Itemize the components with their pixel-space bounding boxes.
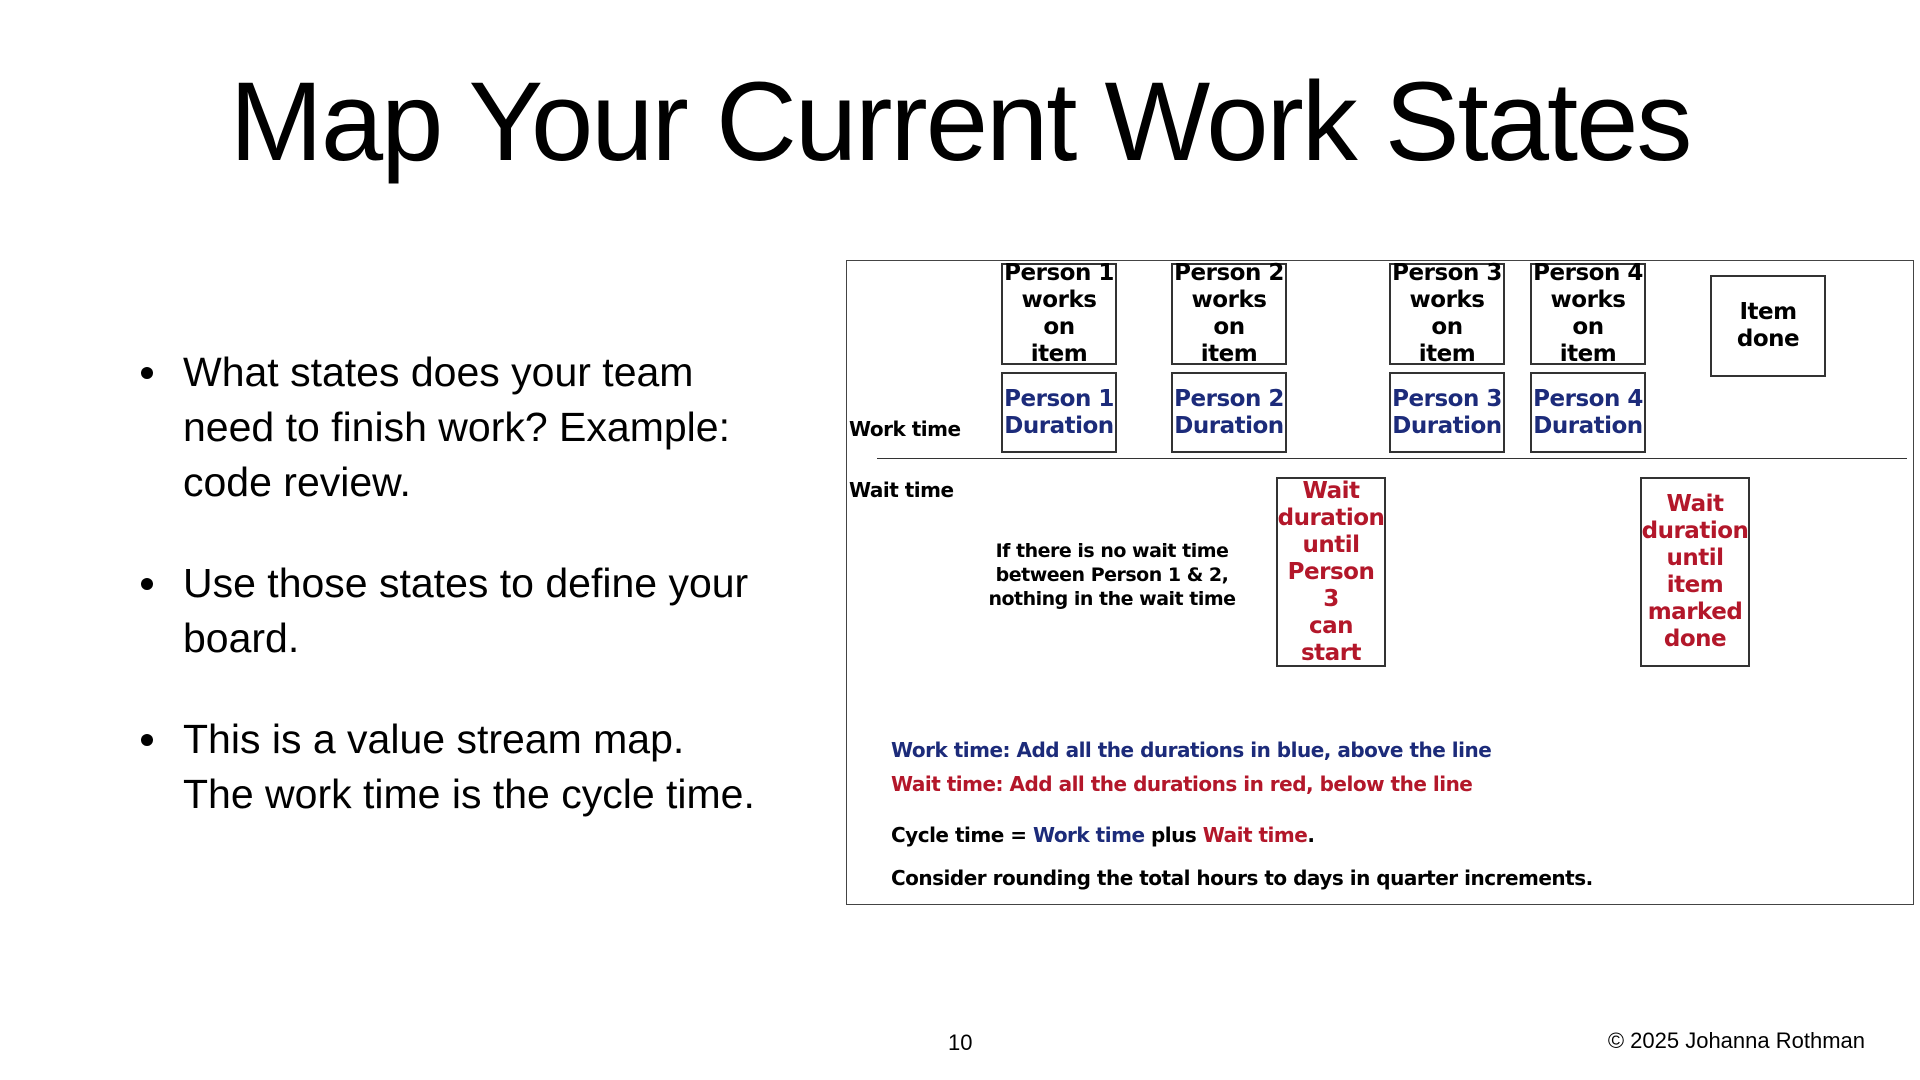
cycle-suffix: . <box>1307 823 1315 847</box>
wait-box-person-3: Wait duration until Person 3 can start <box>1277 477 1385 666</box>
bullet-text: This is a value stream map. The work time is the cycle time. <box>183 716 755 817</box>
person-1-duration-box: Person 1 Duration <box>1001 372 1117 453</box>
wait-time-label: Wait time <box>849 478 954 502</box>
slide-title: Map Your Current Work States <box>229 59 1691 184</box>
wait-time-instruction: Wait time: Add all the durations in red, below the line <box>891 772 1473 796</box>
work-time-label: Work time <box>849 417 961 441</box>
bullet-dot-icon <box>141 578 153 590</box>
bullet-text: What states does your team need to finish work? Example: code review. <box>183 349 730 505</box>
cycle-plus: plus <box>1144 823 1203 847</box>
bullet-dot-icon <box>141 734 153 746</box>
value-stream-diagram <box>846 260 1914 905</box>
person-4-box: Person 4 works on item <box>1530 263 1646 365</box>
cycle-work-term: Work time <box>1032 823 1145 847</box>
rounding-note: Consider rounding the total hours to days in quarter increments. <box>891 866 1593 890</box>
wait-box-item-done: Wait duration until item marked done <box>1640 477 1750 667</box>
divider-line <box>877 458 1907 459</box>
person-4-duration-box: Person 4 Duration <box>1530 372 1646 453</box>
bullet-text: Use those states to define your board. <box>183 560 749 661</box>
bullet-item <box>135 556 755 666</box>
bullet-item <box>135 345 755 510</box>
person-3-box: Person 3 works on item <box>1389 263 1505 365</box>
cycle-time-formula <box>891 823 1314 847</box>
person-2-duration-box: Person 2 Duration <box>1171 372 1287 453</box>
person-3-duration-box: Person 3 Duration <box>1389 372 1505 453</box>
no-wait-note: If there is no wait time between Person 1 & 2, nothing in the wait time <box>988 540 1236 610</box>
page-number: 10 <box>948 1030 973 1055</box>
cycle-prefix: Cycle time = <box>891 823 1033 847</box>
item-done-box: Item done <box>1710 275 1826 377</box>
copyright: © 2025 Johanna Rothman <box>1607 1028 1865 1053</box>
person-2-box: Person 2 works on item <box>1171 263 1287 365</box>
work-time-instruction: Work time: Add all the durations in blue, above the line <box>891 738 1492 762</box>
bullet-dot-icon <box>141 367 153 379</box>
person-1-box: Person 1 works on item <box>1001 263 1117 365</box>
bullet-list <box>135 345 755 868</box>
cycle-wait-term: Wait time <box>1202 823 1308 847</box>
bullet-item <box>135 712 755 822</box>
